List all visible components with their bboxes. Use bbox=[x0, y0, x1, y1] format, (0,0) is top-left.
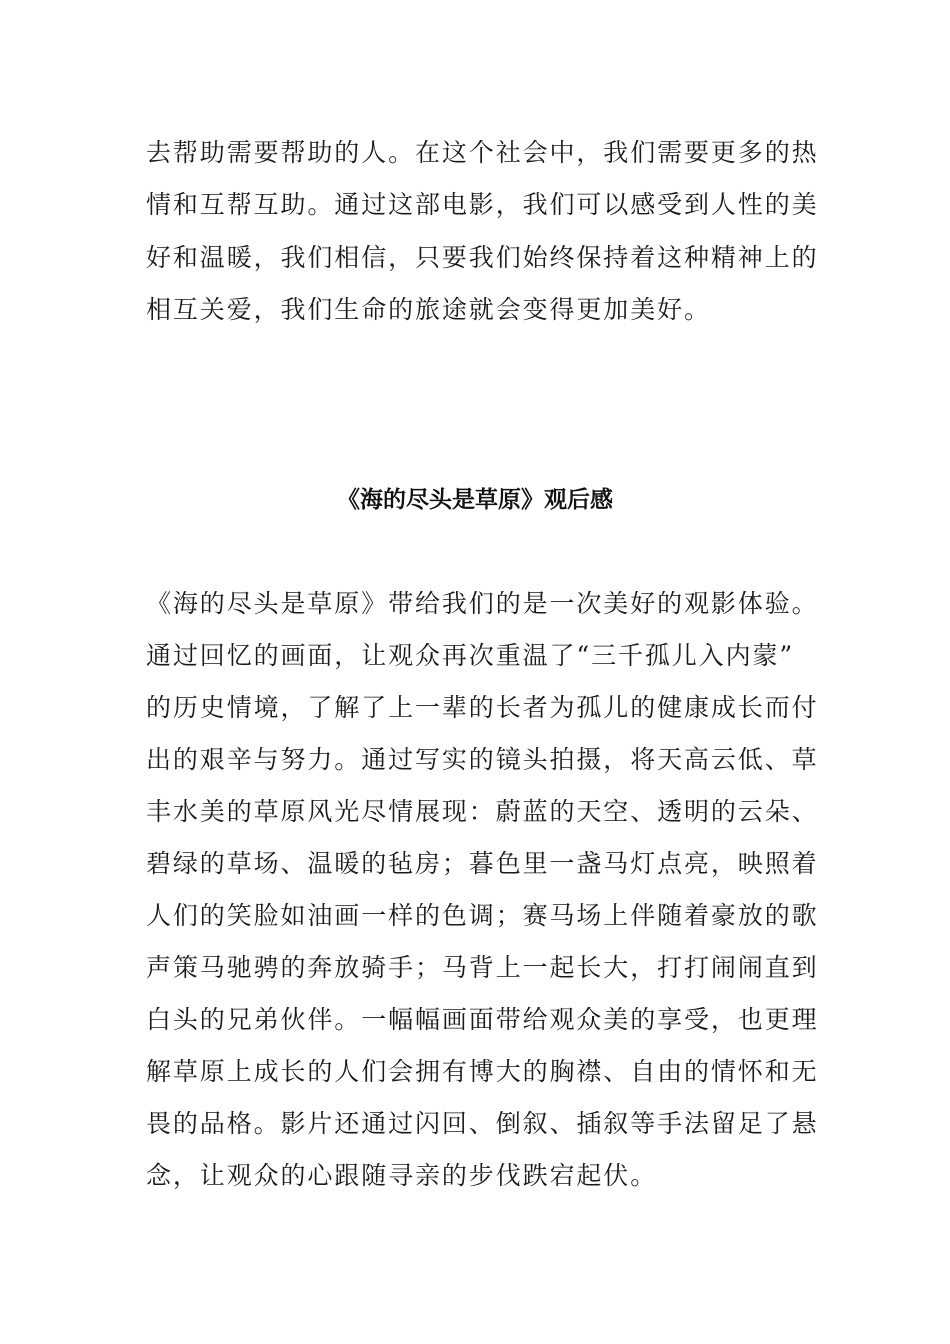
article-title: 《海的尽头是草原》观后感 bbox=[337, 487, 613, 513]
article-line-12: 念，让观众的心跟随寻亲的步伐跌宕起伏。 bbox=[146, 1161, 658, 1190]
previous-section-line-2: 情和互帮互助。通过这部电影，我们可以感受到人性的美 bbox=[146, 190, 819, 219]
article-line-9: 白头的兄弟伙伴。一幅幅画面带给观众美的享受，也更理 bbox=[146, 1005, 819, 1034]
article-line-2: 通过回忆的画面，让观众再次重温了“三千孤儿入内蒙” bbox=[146, 641, 795, 670]
article-line-7: 人们的笑脸如油画一样的色调；赛马场上伴随着豪放的歌 bbox=[146, 901, 819, 930]
article-line-6: 碧绿的草场、温暖的毡房；暮色里一盏马灯点亮，映照着 bbox=[146, 849, 819, 878]
article-line-5: 丰水美的草原风光尽情展现：蔚蓝的天空、透明的云朵、 bbox=[146, 797, 819, 826]
article-line-8: 声策马驰骋的奔放骑手；马背上一起长大，打打闹闹直到 bbox=[146, 953, 819, 982]
article-line-1: 《海的尽头是草原》带给我们的是一次美好的观影体验。 bbox=[146, 589, 819, 618]
article-line-4: 出的艰辛与努力。通过写实的镜头拍摄，将天高云低、草 bbox=[146, 745, 819, 774]
article-line-11: 畏的品格。影片还通过闪回、倒叙、插叙等手法留足了悬 bbox=[146, 1109, 819, 1138]
article-line-10: 解草原上成长的人们会拥有博大的胸襟、自由的情怀和无 bbox=[146, 1057, 819, 1086]
previous-section-line-1: 去帮助需要帮助的人。在这个社会中，我们需要更多的热 bbox=[146, 138, 819, 167]
previous-section-line-4: 相互关爱，我们生命的旅途就会变得更加美好。 bbox=[146, 295, 711, 324]
previous-section-line-3: 好和温暖，我们相信，只要我们始终保持着这种精神上的 bbox=[146, 243, 819, 272]
article-line-3: 的历史情境，了解了上一辈的长者为孤儿的健康成长而付 bbox=[146, 693, 819, 722]
